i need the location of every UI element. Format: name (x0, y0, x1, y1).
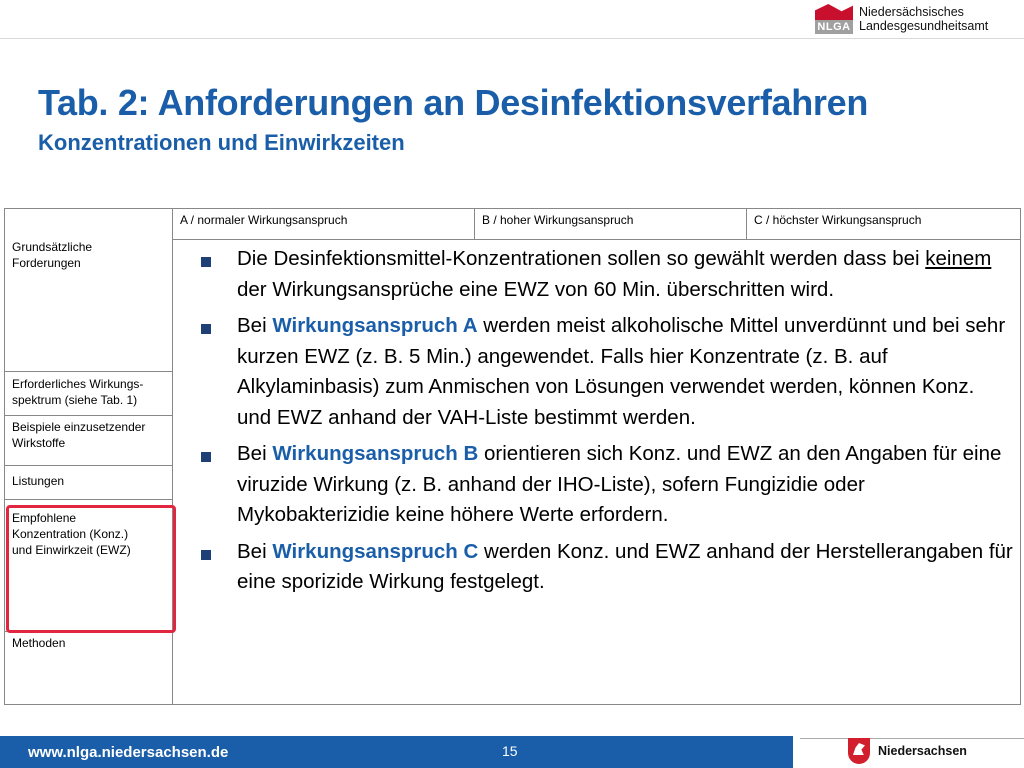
table-col-divider (746, 209, 747, 239)
niedersachsen-logo (848, 738, 967, 764)
row-label-konzentration: Empfohlene Konzentration (Konz.) und Einwirkzeit (EWZ) (12, 511, 131, 557)
nlga-logo-line2: Landesgesundheitsamt (859, 19, 989, 33)
highlight-term-a: Wirkungsanspruch A (272, 314, 478, 337)
bullet-list (173, 244, 1013, 604)
bullet-item: Bei Wirkungsanspruch C werden Konz. und EWZ anhand der Herstellerangaben für eine sporizide Wirkung festgelegt. (173, 537, 1013, 598)
table-row-divider (5, 465, 173, 466)
row-label-listungen: Listungen (12, 474, 65, 488)
bullet-item: Bei Wirkungsanspruch A werden meist alkoholische Mittel unverdünnt und bei sehr kurzen EWZ (z. B. 5 Min.) angewendet. Falls hier Konzentrate (z. B. auf Alkylaminbasis) zum Anmischen von Lösungen verwendet werden, können Konz. und EWZ anhand der VAH-Liste bestimmt werden. (173, 311, 1013, 433)
horse-crest-icon (848, 738, 870, 764)
column-header-c: C / höchster Wirkungsanspruch (754, 213, 922, 227)
column-header-b: B / hoher Wirkungsanspruch (482, 213, 634, 227)
slide-subtitle: Konzentrationen und Einwirkzeiten (38, 130, 405, 155)
nlga-logo-badge: NLGA (815, 20, 853, 34)
table-header-rule (172, 239, 1020, 240)
table-col-divider (474, 209, 475, 239)
bullet-item: Bei Wirkungsanspruch B orientieren sich Konz. und EWZ an den Angaben für eine viruzide Wirkung (z. B. anhand der IHO-Liste), sofern Fungizidie oder Mykobakterizidie keine höhere Werte erfordern. (173, 439, 1013, 531)
nlga-logo-icon (815, 4, 853, 34)
bullet-square-icon (201, 324, 211, 334)
slide-title: Tab. 2: Anforderungen an Desinfektionsverfahren (38, 82, 869, 123)
row-label-wirkungsspektrum: Erforderliches Wirkungs- spektrum (siehe Tab. 1) (12, 377, 144, 407)
table-row-divider (5, 415, 173, 416)
bullet-square-icon (201, 257, 211, 267)
bullet-square-icon (201, 550, 211, 560)
highlight-term-b: Wirkungsanspruch B (272, 442, 479, 465)
highlight-frame-konzentration (6, 505, 176, 633)
table-row-divider (5, 499, 173, 500)
footer-url-link[interactable]: www.nlga.niedersachsen.de (28, 744, 229, 761)
nlga-logo-line1: Niedersächsisches (859, 5, 964, 19)
row-label-wirkstoffe: Beispiele einzusetzender Wirkstoffe (12, 420, 146, 450)
nlga-logo (815, 4, 988, 34)
page-number: 15 (502, 743, 518, 759)
underlined-word: keinem (925, 247, 992, 270)
column-header-a: A / normaler Wirkungsanspruch (180, 213, 348, 227)
bullet-square-icon (201, 452, 211, 462)
header-divider (0, 38, 1024, 39)
bullet-item: Die Desinfektionsmittel-Konzentrationen sollen so gewählt werden dass bei keinem der Wirkungsansprüche eine EWZ von 60 Min. überschritten wird. (173, 244, 1013, 305)
row-label-methoden: Methoden (12, 636, 66, 650)
row-label-forderungen: Grundsätzliche Forderungen (12, 240, 93, 270)
table-row-divider (5, 371, 173, 372)
nlga-logo-text (859, 5, 988, 33)
highlight-term-c: Wirkungsanspruch C (272, 539, 479, 563)
niedersachsen-brand: Niedersachsen (878, 744, 967, 758)
